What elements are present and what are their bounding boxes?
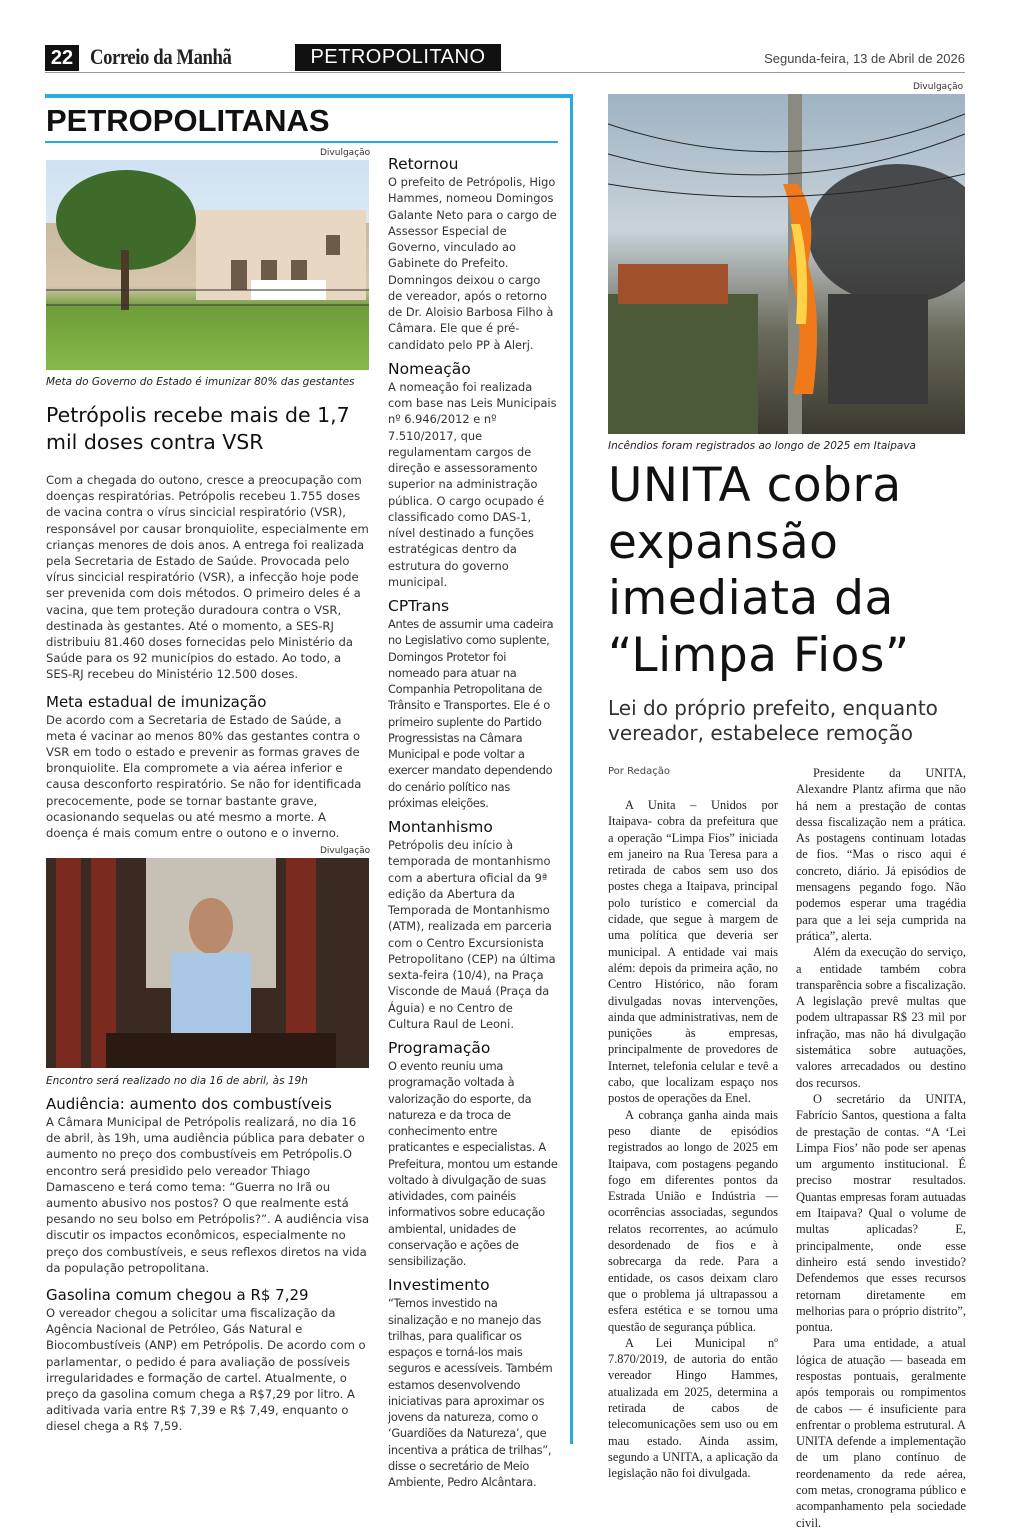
article-paragraph: O secretário da UNITA, Fabrício Santos, questiona a falta de prestação de contas. “A ‘Lei Limpa Fios’ não pode ser apenas um argumento institucional. É preciso mostrar resultados. Quantas empresas foram autuadas em Itaipava? Qual o volume de multas aplicadas? E, principalmente, onde esse dinheiro está sendo investido? Defendemos que esses recursos retornam diretamente em melhorias para o próprio distrito”, pontua. [796,1091,966,1335]
article-paragraph: Para uma entidade, a atual lógica de atuação — baseada em respostas pontuais, geralmente após temporais ou rompimentos de cabos — é insuficiente para enfrentar o problema estrutural. A UNITA defende a implementação de um plano contínuo de reordenamento da rede aérea, com metas, cronograma público e acompanhamento pela sociedade civil. [796,1336,966,1530]
edition-date: Segunda-feira, 13 de Abril de 2026 [764,51,965,66]
note-montanhismo [388,817,558,1032]
note-retornou [388,154,558,353]
vaccine-building-photo [46,160,369,370]
note-title: Nomeação [388,359,471,378]
article-paragraph: O vereador chegou a solicitar uma fiscalização da Agência Nacional de Petróleo, Gás Natural e Biocombustíveis (ANP) em Petrópolis. De acordo com o parlamentar, o pedido é para avaliação de possíveis irregularidades e formação de cartel. Atualmente, o preço da gasolina comum chega a R$7,29 por litro. A aditivada varia entre R$ 7,39 e R$ 7,49, enquanto o diesel chega a R$ 7,59. [46,1306,366,1434]
note-text: O prefeito de Petrópolis, Higo Hammes, nomeou Domingos Galante Neto para o cargo de Assessor Especial de Governo, vinculado ao Gabinete do Prefeito. Domningos deixou o cargo de vereador, após o retorno de Dr. Aloisio Barbosa Filho à Câmara. Ele que é pré-candidato pelo PP à Alerj. [388,175,557,352]
notes-column [388,154,558,1490]
note-text: A nomeação foi realizada com base nas Leis Municipais nº 6.946/2012 e nº 7.510/2017, que regulamentam cargos de direção e assessoramento superior na administração pública. O cargo ocupado é classificado como DAS-1, nível destinado a funções estratégicas dentro da estrutura do governo municipal. [388,379,557,589]
article-paragraph: A Lei Municipal nº 7.870/2019, de autoria do então vereador Hingo Hammes, atualizada em 2025, determina a retirada de cabos de telecomunicações sem uso ou em mau estado. Ainda assim, segundo a UNITA, a aplicação da legislação não foi divulgada. [608,1335,778,1481]
article-paragraph: Além da execução do serviço, a entidade também cobra transparência sobre a fiscalização. A legislação prevê multas que podem ultrapassar R$ 23 mil por infração, mas não há divulgação sistemática sobre autuações, valores arrecadados ou destino dos recursos. [796,945,966,1090]
photo-illustration [46,160,369,370]
pole-fire-photo [608,94,965,434]
note-title: Retornou [388,155,459,173]
note-nomeacao [388,359,558,590]
note-title: CPTrans [388,597,450,615]
photo-illustration [46,858,369,1068]
masthead-rule [45,72,965,73]
main-headline: UNITA cobra expansão imediata da “Limpa Fios” [608,458,910,683]
page-number: 22 [45,45,79,71]
note-cptrans [388,596,558,811]
article-paragraph: De acordo com a Secretaria de Estado de Saúde, a meta é vacinar ao menos 80% das gestantes contra o VSR em todo o estado e prevenir as formas graves de bronquiolite. Ela compromete a via aérea inferior e causa desconforto respiratório. Se não for identificada precocemente, pode se tornar bastante grave, ocasionando sequelas ou até mesmo a morte. A doença é mais comum entre o outono e o inverno. [46,712,362,841]
subheading: Audiência: aumento dos combustíveis [46,1095,332,1113]
note-programacao [388,1038,558,1269]
section-label: PETROPOLITANO [295,44,501,71]
note-text: O evento reuniu uma programação voltada à valorização do esporte, da natureza e da troca de conhecimento entre praticantes e especialistas. A Prefeitura, montou um estande voltado à divulgação de suas atividades, com painéis informativos sobre educação ambiental, unidades de conservação e ações de sensibilização. [388,1059,558,1268]
photo-credit: Divulgação [320,148,371,158]
note-text: Antes de assumir uma cadeira no Legislativo como suplente, Domingos Protetor foi nomeado para atuar na Companhia Petropolitana de Trânsito e Transportes. Ele é o primeiro suplente do Partido Progressistas na Câmara Municipal e pode voltar a exercer mandato dependendo do cenário político nas próximas eleições. [388,617,554,810]
photo-caption: Incêndios foram registrados ao longo de 2025 em Itaipava [608,440,916,452]
section-title-underline [45,141,558,143]
note-title: Investimento [388,1276,490,1295]
note-title: Programação [388,1039,491,1057]
photo-credit: Divulgação [320,846,371,856]
vsr-article [46,472,371,841]
subheading: Meta estadual de imunização [46,692,267,711]
article-paragraph: Presidente da UNITA, Alexandre Plantz afirma que não há nem a prestação de contas dessa fiscalização nem a prática. As postagens continuam lotadas de fios. “Mas o risco aqui é concreto, diário. Já episódios de mensagens pegando fogo. Não podemos esperar uma tragédia para que a lei seja cumprida na prática”, alerta. [796,766,966,943]
article-paragraph: A Unita – Unidos por Itaipava- cobra da prefeitura que a operação “Limpa Fios” iniciada em janeiro na Rua Teresa para a retirada de cabos sem uso dos postes chega a Itaipava, principal polo turístico e comercial da cidade, que segue à margem de uma política que deveria ser municipal. A entidade vai mais além: depois da primeira ação, no Centro Histórico, não foram divulgadas novas intervenções, ainda que administrativas, nem de punições às empresas, principalmente de provedores de Internet, telefonia celular e tevê a cabo, que localizam espaço nos postos de operações da Enel. [608,798,778,1106]
byline: Por Redação [608,766,670,777]
photo-caption: Encontro será realizado no dia 16 de abril, às 19h [46,1075,308,1087]
photo-caption: Meta do Governo do Estado é imunizar 80% das gestantes [46,376,355,388]
subheading: Gasolina comum chegou a R$ 7,29 [46,1286,309,1305]
article-paragraph: A cobrança ganha ainda mais peso diante de episódios registrados ao longo de 2025 em Itaipava, com postagens pegando fogo em diferentes pontos da Estrada União e Indústria — ocorrências associadas, segundos relatos recorrentes, ao acúmulo desordenado de fios e à sobrecarga da rede. Para a entidade, os casos deixam claro que o problema já ultrapassou a esfera estética e se tornou uma questão de segurança pública. [608,1107,778,1334]
article-paragraph: A Câmara Municipal de Petrópolis realizará, no dia 16 de abril, às 19h, uma audiência pública para debater o aumento no preço dos combustíveis em Petrópolis.O encontro será presidido pelo vereador Thiago Damasceno e terá como tema: “Guerra no Irã ou aumento abusivo nos postos? O que realmente está pesando no seu bolso em Petrópolis?”. A audiência visa discutir os impactos econômicos, especialmente no preço dos combustíveis, e seus reflexos diretos na vida da população petropolitana. [46,1115,370,1275]
note-text: Petrópolis deu início à temporada de montanhismo com a abertura oficial da 9ª edição da Abertura da Temporada de Montanhismo (ATM), realizada em parceria com o Centro Excursionista Petropolitano (CEP) na última sexta-feira (10/4), na Praça Visconde de Mauá (Praça da Águia) e no Centro de Cultura Raul de Leoni. [388,838,556,1031]
section-title: PETROPOLITANAS [46,103,330,138]
newspaper-logo: Correio da Manhã [90,44,232,69]
note-text: “Temos investido na sinalização e no manejo das trilhas, para qualificar os espaços e torná-los mais seguros e acessíveis. Também estamos desenvolvendo iniciativas para aproximar os jovens da natureza, como o ‘Guardiões da Natureza’, que incentiva a prática de trilhas”, disse o secretário de Meio Ambiente, Pedro Alcântara. [388,1296,553,1489]
article-column-1 [608,797,778,1481]
article-paragraph: Com a chegada do outono, cresce a preocupação com doenças respiratórias. Petrópolis recebeu 1.755 doses de vacina contra o vírus sincicial respiratório (VSR), responsável por causar bronquiolite, especialmente em crianças menores de dois anos. A entrega foi realizada pela Secretaria de Estado de Saúde. Provocada pelo vírus sincicial respiratório (VSR), a infecção hoje pode ser prevenida com dois métodos. O primeiro deles é a vacina, que tem proteção duradoura contra o VSR, destinada às gestantes. Até o momento, a SES-RJ distribuiu 81.460 doses fornecidas pelo Ministério da Saúde para os 92 municípios do estado. Ao todo, a SES-RJ recebeu do Ministério 12.500 doses. [46,473,369,682]
article-headline: Petrópolis recebe mais de 1,7 mil doses contra VSR [46,403,350,454]
note-investimento [388,1275,558,1490]
subheadline: Lei do próprio prefeito, enquanto vereador, estabelece remoção [608,696,938,745]
photo-credit: Divulgação [913,82,964,92]
fuel-article [46,1094,371,1435]
photo-illustration [608,94,965,434]
article-column-2 [796,765,966,1531]
note-title: Montanhismo [388,818,493,836]
councilman-photo [46,858,369,1068]
